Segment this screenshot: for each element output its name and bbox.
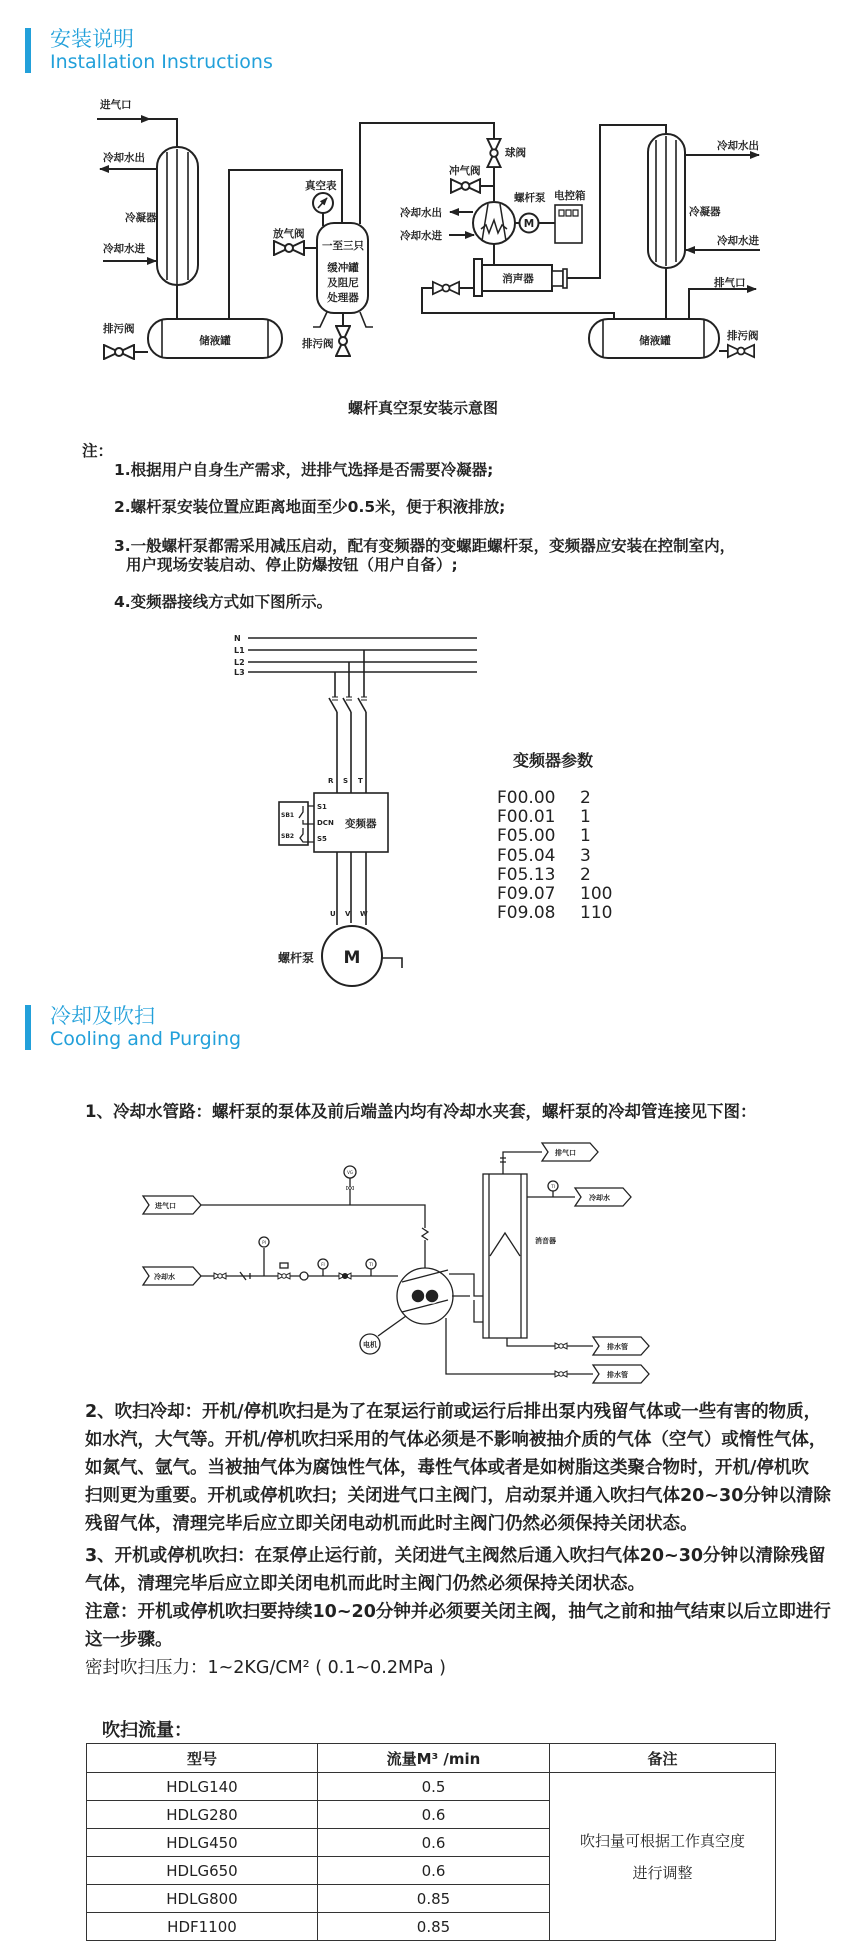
label-inverter: 变频器 [345, 818, 377, 830]
label-tank-left: 储液罐 [199, 335, 231, 347]
table-header-row [87, 1744, 776, 1773]
terminal-s1: S1 [317, 803, 327, 811]
note-item: 1.根据用户自身生产需求，进排气选择是否需要冷凝器; [114, 461, 494, 479]
label-screw-pump: 螺杆泵 [514, 192, 546, 204]
section-title-cn: 冷却及吹扫 [50, 1004, 155, 1028]
label-buffer-1: 缓冲罐 [327, 262, 359, 274]
note-item: 3.一般螺杆泵都需采用减压启动，配有变频器的变螺距螺杆泵，变频器应安装在控制室内， [114, 537, 736, 555]
cell-flow: 0.85 [318, 1913, 550, 1941]
label-drain-2: 排水管 [607, 1371, 628, 1379]
label-ball-valve: 球阀 [505, 147, 526, 159]
param-code: F05.04 [497, 846, 556, 866]
header-flow: 流量M³ /min [318, 1744, 550, 1773]
label-right-cool-in: 冷却水进 [717, 235, 759, 247]
label-v: V [345, 910, 351, 918]
push-button-icon [299, 806, 314, 842]
param-value: 2 [580, 788, 591, 808]
label-silencer: 消音器 [535, 1237, 556, 1245]
check-valve-icon [422, 1228, 428, 1240]
param-code: F00.01 [497, 807, 556, 827]
paragraph-cooling-pipe: 1、冷却水管路：螺杆泵的泵体及前后端盖内均有冷却水夹套，螺杆泵的冷却管连接见下图： [85, 1102, 757, 1121]
label-vacuum-gauge: 真空表 [305, 180, 337, 192]
section-title-cn: 安装说明 [50, 27, 134, 51]
cell-model: HDF1100 [87, 1913, 318, 1941]
terminal-s5: S5 [317, 835, 327, 843]
label-u: U [330, 910, 336, 918]
paragraph-line: 扫则更为重要。开机或停机吹扫；关闭进气口主阀门，启动泵并通入吹扫气体20~30分钟以清除 [85, 1486, 831, 1506]
label-drain-1: 排水管 [607, 1343, 628, 1351]
param-value: 1 [580, 826, 591, 846]
cell-flow: 0.85 [318, 1885, 550, 1913]
cell-model: HDLG650 [87, 1857, 318, 1885]
cell-flow: 0.6 [318, 1801, 550, 1829]
inlet-pipe [97, 119, 177, 147]
remark-line-2: 进行调整 [632, 1863, 693, 1882]
params-title: 变频器参数 [513, 751, 594, 770]
ball-valve-icon [487, 139, 500, 167]
label-line-l3: L3 [234, 668, 245, 677]
label-exhaust: 排气口 [714, 277, 746, 289]
param-code: F05.13 [497, 865, 556, 885]
buffer-drain-valve-icon [336, 326, 350, 356]
header-remark: 备注 [550, 1744, 776, 1773]
section-title-en: Installation Instructions [50, 51, 273, 73]
label-control-box: 电控箱 [554, 190, 586, 202]
flow-label: 吹扫流量： [102, 1720, 192, 1741]
param-code: F09.07 [497, 884, 556, 904]
label-vg: VG [347, 1170, 353, 1175]
label-cool-out: 冷却水出 [103, 152, 145, 164]
label-vent-valve: 放气阀 [273, 228, 305, 240]
label-line-l1: L1 [234, 646, 245, 655]
param-value: 3 [580, 846, 591, 866]
label-right-cool-out: 冷却水出 [717, 140, 759, 152]
drain-valve-2-icon [555, 1371, 567, 1377]
label-w: W [360, 910, 368, 918]
seal-pressure: 密封吹扫压力：1~2KG/CM² ( 0.1~0.2MPa ) [85, 1658, 446, 1678]
label-cool-in: 冷却水进 [103, 243, 145, 255]
param-value: 100 [580, 884, 613, 904]
cell-flow: 0.6 [318, 1857, 550, 1885]
vent-valve-icon [274, 241, 304, 255]
paragraph-line: 这一步骤。 [85, 1630, 173, 1650]
label-ti2: TI [551, 1184, 555, 1189]
label-motor: M [523, 218, 535, 230]
label-pi: PI [262, 1240, 266, 1245]
note-item: 4.变频器接线方式如下图所示。 [114, 593, 333, 611]
valve-icon [214, 1273, 226, 1279]
label-s: S [343, 777, 349, 785]
label-inlet: 进气口 [100, 99, 132, 111]
label-c-cool-out: 冷却水 [589, 1194, 610, 1202]
paragraph-line: 2、吹扫冷却：开机/停机吹扫是为了在泵运行前或运行后排出泵内残留气体或一些有害的物质， [85, 1402, 822, 1422]
label-buffer-2: 及阻尼 [327, 277, 359, 289]
section-accent-bar [25, 1005, 31, 1050]
installation-diagram [97, 98, 760, 359]
note-item-cont: 用户现场安装启动、停止防爆按钮（用户自备）; [126, 556, 458, 574]
header-model: 型号 [87, 1744, 318, 1773]
diagram-caption: 螺杆真空泵安装示意图 [348, 399, 499, 417]
wiring-diagram [234, 634, 477, 986]
label-right-drain: 排污阀 [727, 330, 759, 342]
cell-model: HDLG800 [87, 1885, 318, 1913]
param-code: F09.08 [497, 903, 556, 923]
flowmeter-icon [300, 1272, 308, 1280]
control-valve-icon [278, 1273, 290, 1279]
label-fi: FI [321, 1262, 325, 1267]
label-c-exhaust: 排气口 [555, 1149, 576, 1157]
drain-valve-1-icon [555, 1343, 567, 1349]
terminal-dcn: DCN [317, 819, 334, 827]
param-value: 2 [580, 865, 591, 885]
purge-flow-table [86, 1743, 776, 1941]
cooling-diagram [143, 1143, 649, 1383]
label-wiring-pump: 螺杆泵 [278, 951, 315, 965]
paragraph-line: 如水汽，大气等。开机/停机吹扫采用的气体必须是不影响被抽介质的气体（空气）或惰性气体， [85, 1430, 827, 1450]
paragraph-line: 气体，清理完毕后应立即关闭电机而此时主阀门仍然必须保持关闭状态。 [85, 1574, 645, 1594]
right-drain-valve-icon [728, 345, 754, 357]
param-code: F05.00 [497, 826, 556, 846]
cell-remark [550, 1773, 776, 1941]
inverter-params [497, 751, 612, 923]
param-value: 1 [580, 807, 591, 827]
note-item: 2.螺杆泵安装位置应距离地面至少0.5米，便于积液排放; [114, 498, 506, 516]
label-buffer-qty: 一至三只 [322, 240, 364, 252]
label-muffler: 消声器 [502, 273, 534, 285]
label-pump-cool-in: 冷却水进 [400, 230, 442, 242]
drain-valve-icon [104, 345, 134, 359]
paragraph-line: 如氮气、氩气。当被抽气体为腐蚀性气体，毒性气体或者是如树脂这类聚合物时，开机/停机吹 [85, 1458, 809, 1478]
table-row [87, 1773, 776, 1801]
notes-heading: 注： [82, 442, 114, 460]
paragraph-line: 残留气体，清理完毕后应立即关闭电动机而此时主阀门仍然必须保持关闭状态。 [85, 1514, 698, 1534]
cell-model: HDLG450 [87, 1829, 318, 1857]
label-c-motor: 电机 [363, 1341, 377, 1349]
label-t: T [358, 777, 363, 785]
cell-model: HDLG140 [87, 1773, 318, 1801]
label-condenser: 冷凝器 [125, 212, 157, 224]
remark-line-1: 吹扫量可根据工作真空度 [579, 1831, 745, 1850]
param-value: 110 [580, 903, 613, 923]
label-c-cool-in: 冷却水 [154, 1273, 175, 1281]
label-purge-valve: 冲气阀 [449, 165, 481, 177]
label-sb1: SB1 [281, 812, 295, 819]
label-wiring-motor: M [343, 948, 361, 968]
paragraph-line: 3、开机或停机吹扫：在泵停止运行前，关闭进气主阀然后通入吹扫气体20~30分钟以清除残留 [85, 1546, 826, 1566]
label-buffer-drain: 排污阀 [302, 338, 334, 350]
purge-valve-icon [451, 179, 480, 193]
cell-model: HDLG280 [87, 1801, 318, 1829]
param-code: F00.00 [497, 788, 556, 808]
label-line-n: N [234, 634, 241, 643]
label-right-condenser: 冷凝器 [689, 206, 721, 218]
cell-flow: 0.5 [318, 1773, 550, 1801]
section-title-en: Cooling and Purging [50, 1028, 242, 1050]
label-r: R [328, 777, 334, 785]
label-tank-right: 储液罐 [639, 335, 671, 347]
paragraph-line: 注意：开机或停机吹扫要持续10~20分钟并必须要关闭主阀，抽气之前和抽气结束以后立即进行 [85, 1602, 831, 1622]
label-line-l2: L2 [234, 658, 245, 667]
label-c-inlet: 进气口 [155, 1202, 176, 1210]
label-buffer-3: 处理器 [327, 292, 359, 304]
muffler-valve-icon [433, 282, 459, 294]
label-sb2: SB2 [281, 833, 295, 840]
label-drain-left: 排污阀 [103, 323, 135, 335]
label-ti: TI [369, 1262, 373, 1267]
cell-flow: 0.6 [318, 1829, 550, 1857]
screw-pump-icon [473, 202, 515, 244]
label-pump-cool-out: 冷却水出 [400, 207, 442, 219]
